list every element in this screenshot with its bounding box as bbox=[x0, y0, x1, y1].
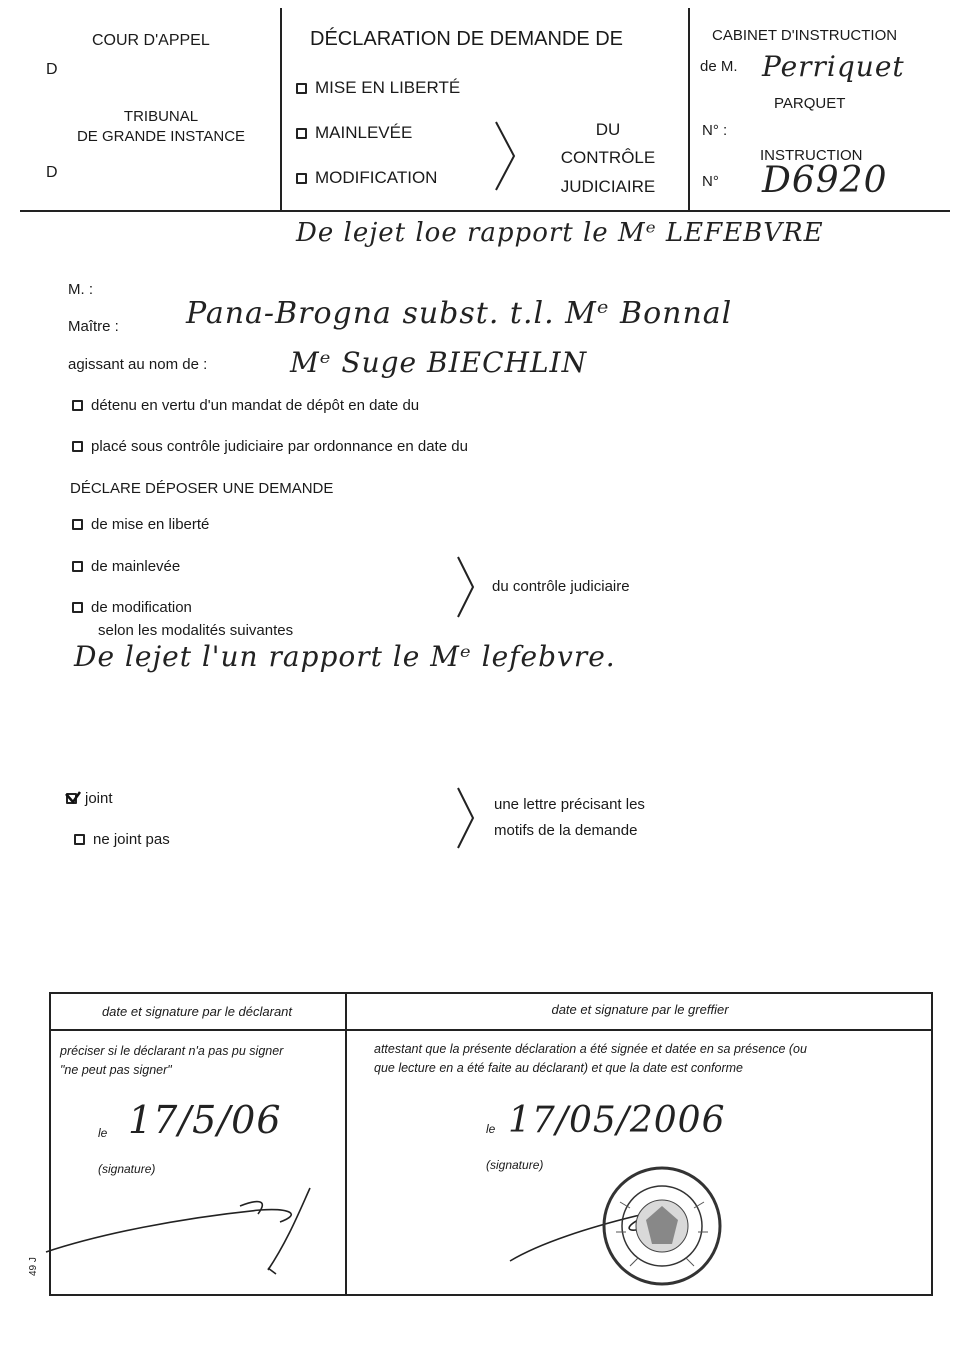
demande-handwritten: De lejet l'un rapport le Mᵉ lefebvre. bbox=[74, 640, 616, 673]
instruction-label: INSTRUCTION bbox=[760, 147, 863, 164]
judiciaire-label: JUDICIAIRE bbox=[560, 177, 656, 196]
tribunal-line-2: DE GRANDE INSTANCE bbox=[76, 128, 246, 145]
left-column-header: date et signature par le déclarant bbox=[101, 1004, 293, 1019]
lettre-text-line-1: une lettre précisant les bbox=[494, 796, 645, 813]
no-label-2: N° bbox=[702, 173, 719, 190]
maitre-value-handwritten: Pana-Brogna subst. t.l. Mᵉ Bonnal bbox=[186, 296, 733, 331]
checkbox-icon[interactable] bbox=[74, 834, 85, 845]
header-divider-2 bbox=[688, 8, 690, 212]
bracket-chevron-icon bbox=[456, 786, 476, 850]
checkbox-icon[interactable] bbox=[72, 441, 83, 452]
tribunal-line-1: TRIBUNAL bbox=[123, 108, 199, 125]
le-label-right: le bbox=[486, 1122, 496, 1136]
d-field-1: D bbox=[46, 61, 58, 78]
cabinet-instruction: CABINET D'INSTRUCTION bbox=[712, 27, 898, 44]
agissant-label: agissant au nom de : bbox=[68, 356, 208, 373]
handwritten-note-top: De lejet loe rapport le Mᵉ LEFEBVRE bbox=[296, 218, 824, 248]
selon-modalites: selon les modalités suivantes bbox=[98, 622, 294, 639]
table-vertical-divider bbox=[345, 992, 347, 1296]
bracket-chevron-icon bbox=[494, 120, 518, 192]
bracket-chevron-icon bbox=[456, 555, 476, 619]
right-note-line-1: attestant que la présente déclaration a été signée et datée en sa présence (ou bbox=[374, 1042, 807, 1056]
du-label: DU bbox=[595, 120, 621, 139]
header-bottom-rule bbox=[20, 210, 950, 212]
judge-name-handwritten: Perriquet bbox=[762, 50, 905, 83]
signature-label-right: (signature) bbox=[486, 1158, 544, 1172]
checkbox-icon[interactable] bbox=[296, 128, 307, 139]
form-title: DÉCLARATION DE DEMANDE DE bbox=[310, 28, 624, 50]
right-date-handwritten: 17/05/2006 bbox=[508, 1100, 726, 1141]
signature-label-left: (signature) bbox=[98, 1162, 156, 1176]
left-note-line-2: "ne peut pas signer" bbox=[60, 1063, 172, 1077]
checkbox-icon[interactable] bbox=[72, 602, 83, 613]
right-note-line-2: que lecture en a été faite au déclarant) et que la date est conforme bbox=[374, 1061, 743, 1075]
checkbox-icon[interactable] bbox=[72, 400, 83, 411]
checkbox-icon[interactable] bbox=[296, 173, 307, 184]
declarant-signature bbox=[40, 1170, 340, 1280]
option-modification[interactable]: MODIFICATION bbox=[296, 168, 437, 188]
du-controle-judiciaire: du contrôle judiciaire bbox=[492, 578, 630, 595]
option-mise-en-liberte[interactable]: MISE EN LIBERTÉ bbox=[296, 78, 460, 98]
demande-heading: DÉCLARE DÉPOSER UNE DEMANDE bbox=[70, 480, 334, 497]
controle-label: CONTRÔLE bbox=[560, 148, 656, 167]
checkbox-checked-icon[interactable] bbox=[66, 793, 77, 804]
option-mainlevee[interactable]: MAINLEVÉE bbox=[296, 123, 412, 143]
joint-option[interactable]: joint bbox=[66, 790, 113, 807]
tribunal-stamp-icon bbox=[600, 1162, 724, 1290]
parquet-label: PARQUET bbox=[774, 95, 846, 112]
checkbox-icon[interactable] bbox=[72, 519, 83, 530]
agissant-value-handwritten: Mᵉ Suge BIECHLIN bbox=[290, 346, 588, 379]
form-code: 49 J bbox=[28, 1257, 39, 1276]
place-option[interactable]: placé sous contrôle judiciaire par ordonnance en date du bbox=[72, 438, 468, 455]
demande-mainlevee[interactable]: de mainlevée bbox=[72, 558, 180, 575]
right-column-header: date et signature par le greffier bbox=[551, 1002, 729, 1017]
checkbox-icon[interactable] bbox=[296, 83, 307, 94]
ne-joint-pas-option[interactable]: ne joint pas bbox=[74, 831, 170, 848]
instruction-number-handwritten: D6920 bbox=[762, 160, 888, 201]
de-m-label: de M. bbox=[700, 58, 738, 75]
le-label-left: le bbox=[98, 1126, 108, 1140]
cour-appel: COUR D'APPEL bbox=[92, 32, 210, 49]
m-label: M. : bbox=[68, 281, 93, 298]
maitre-label: Maître : bbox=[68, 318, 119, 335]
left-date-handwritten: 17/5/06 bbox=[128, 1098, 282, 1142]
left-note-line-1: préciser si le déclarant n'a pas pu signer bbox=[60, 1044, 284, 1058]
lettre-text-line-2: motifs de la demande bbox=[494, 822, 638, 839]
demande-mise-en-liberte[interactable]: de mise en liberté bbox=[72, 516, 209, 533]
checkbox-icon[interactable] bbox=[72, 561, 83, 572]
detenu-option[interactable]: détenu en vertu d'un mandat de dépôt en date du bbox=[72, 397, 419, 414]
no-label-1: N° : bbox=[702, 122, 728, 139]
d-field-2: D bbox=[46, 164, 58, 181]
table-header-rule bbox=[49, 1029, 933, 1031]
demande-modification[interactable]: de modification bbox=[72, 599, 192, 616]
